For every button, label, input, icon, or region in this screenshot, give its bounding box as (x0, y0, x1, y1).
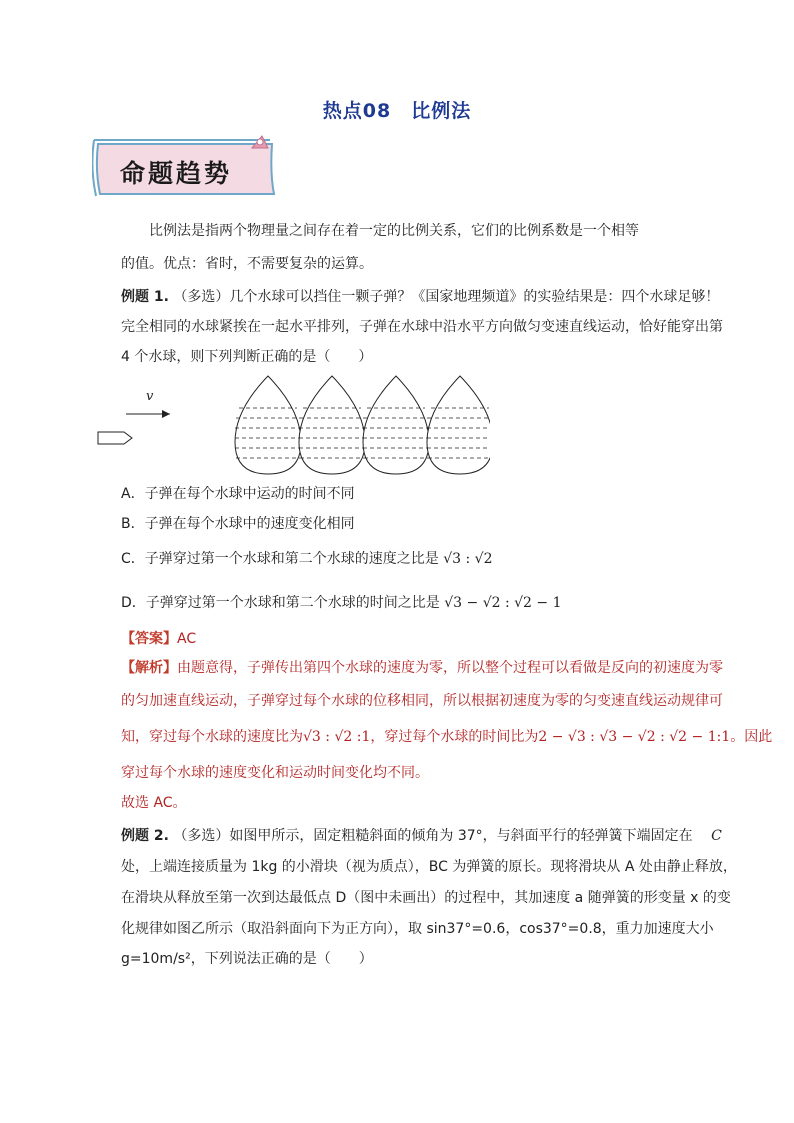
example2-question-line-4: 化规律如图乙所示（取沿斜面向下为正方向），取 sin37°=0.6，cos37°=0.8，重力加速度大小 (121, 921, 714, 937)
option-b: B．子弹在每个水球中的速度变化相同 (121, 516, 355, 532)
example1-question-line-3: 4 个水球，则下列判断正确的是（ ） (121, 349, 373, 365)
option-c-text: C．子弹穿过第一个水球和第二个水球的速度之比是 (121, 551, 439, 567)
option-d (121, 592, 562, 612)
page-title: 热点08 比例法 (322, 100, 472, 122)
example2-label: 例题 2. (121, 828, 169, 844)
water-balloon-2 (299, 376, 365, 474)
banner-label: 命题趋势 (120, 159, 233, 188)
conclusion: 故选 AC。 (121, 795, 187, 811)
example1-question-line-1 (121, 286, 719, 306)
example1-line-1-text: （多选）几个水球可以挡住一颗子弹？《国家地理频道》的实验结果是：四个水球足够！ (173, 289, 720, 305)
water-balloon-diagram (90, 370, 490, 480)
example2-question-line-3: 在滑块从释放至第一次到达最低点 D（图中未画出）的过程中，其加速度 a 随弹簧的形变量 x 的变 (121, 890, 731, 906)
water-balloon-3 (363, 376, 429, 474)
example2-question-line-5: g=10m/s²，下列说法正确的是（ ） (121, 951, 373, 967)
analysis-line-3-c: 。因此 (730, 729, 773, 745)
analysis-tag: 【解析】 (121, 660, 177, 676)
example1-label: 例题 1. (121, 289, 169, 305)
analysis-line-1 (121, 657, 723, 677)
answer-line (121, 628, 196, 648)
example1-question-line-2: 完全相同的水球紧挨在一起水平排列，子弹在水球中沿水平方向做匀变速直线运动，恰好能穿出第 (121, 319, 723, 335)
option-c (121, 548, 493, 568)
velocity-ratio-formula: √3 : √2 :1 (303, 729, 371, 745)
bullet-icon (98, 432, 132, 444)
example2-line-1-text: （多选）如图甲所示，固定粗糙斜面的倾角为 37°，与斜面平行的轻弹簧下端固定在 (173, 828, 693, 844)
answer-tag: 【答案】 (121, 631, 177, 647)
example2-question-line-1 (121, 825, 722, 845)
analysis-line-4: 穿过每个水球的速度变化和运动时间变化均不同。 (121, 765, 429, 781)
option-d-text: D．子弹穿过第一个水球和第二个水球的时间之比是 (121, 595, 440, 611)
analysis-line-2: 的匀加速直线运动，子弹穿过每个水球的位移相同，所以根据初速度为零的匀变速直线运动规律可 (121, 693, 723, 709)
option-a: A．子弹在每个水球中运动的时间不同 (121, 486, 355, 502)
analysis-line-3 (121, 726, 772, 746)
answer-value: AC (177, 631, 197, 647)
velocity-label: v (146, 389, 154, 404)
intro-line-2: 的值。优点：省时，不需要复杂的运算。 (121, 256, 373, 272)
water-balloon-1 (235, 376, 301, 474)
option-d-formula: √3 − √2 : √2 − 1 (444, 595, 562, 611)
option-c-formula: √3 : √2 (443, 551, 493, 567)
example2-question-line-2: 处，上端连接质量为 1kg 的小滑块（视为质点），BC 为弹簧的原长。现将滑块从 A 处由静止释放， (121, 859, 737, 875)
time-ratio-formula: 2 − √3 : √3 − √2 : √2 − 1:1 (538, 729, 731, 745)
analysis-line-3-b: ，穿过每个水球的时间比为 (370, 729, 539, 745)
arrow-right-icon (162, 410, 170, 418)
analysis-line-1-text: 由题意得，子弹传出第四个水球的速度为零，所以整个过程可以看做是反向的初速度为零 (177, 660, 723, 676)
water-balloon-4 (427, 376, 490, 474)
analysis-line-3-a: 知，穿过每个水球的速度比为 (121, 729, 303, 745)
intro-line-1: 比例法是指两个物理量之间存在着一定的比例关系，它们的比例系数是一个相等 (149, 223, 639, 239)
point-c-label: C (711, 828, 722, 844)
